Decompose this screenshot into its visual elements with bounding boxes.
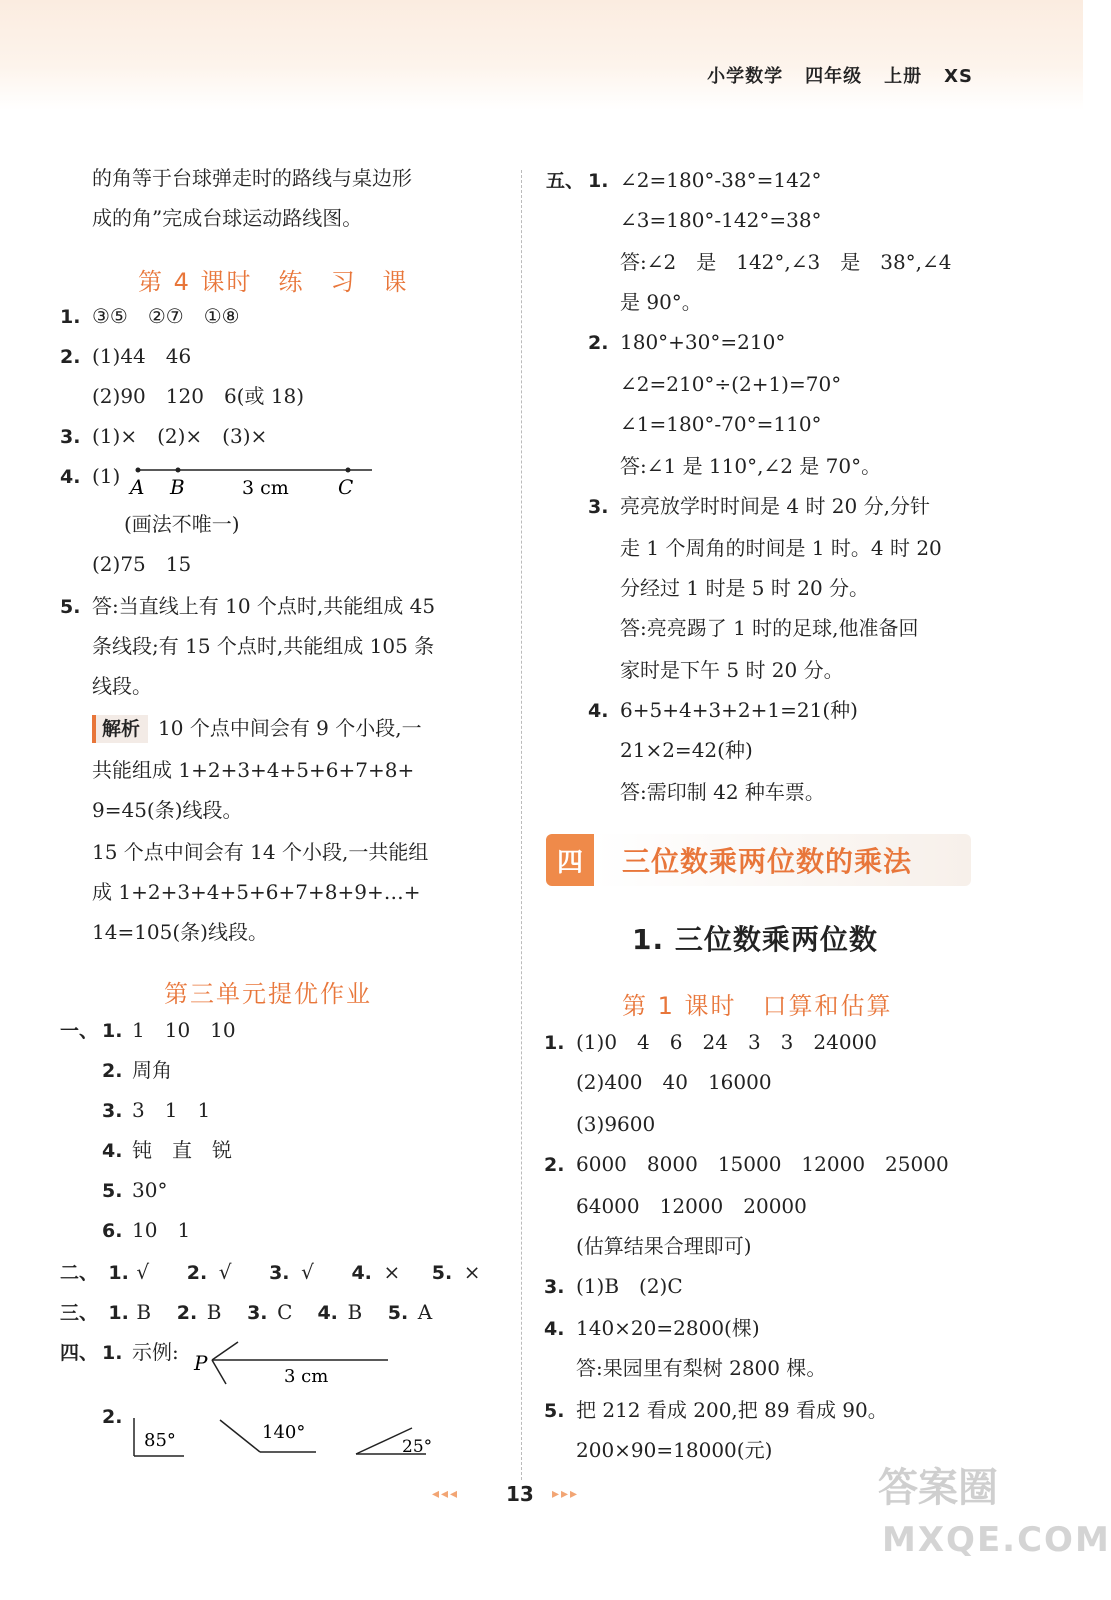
analysis-line-6: 14=105(条)线段。 [92, 920, 268, 944]
right-t4 [544, 1314, 760, 1343]
s2-num-3: 3. [269, 1262, 290, 1284]
s1-item-3-num: 3. [102, 1100, 123, 1122]
s3-ans-4: B [347, 1300, 363, 1324]
q5-line-2: 条线段;有 15 个点时,共能组成 105 条 [92, 634, 435, 658]
header-grade: 四年级 [805, 66, 863, 87]
watermark-domain: MXQE.COM [882, 1520, 1111, 1560]
left-q1 [60, 302, 240, 331]
s1-item-4: 钝 直 锐 [132, 1138, 232, 1162]
ray-arm-upper [212, 1342, 238, 1360]
lesson-1-title: 第 1 课时 口算和估算 [622, 992, 893, 1020]
q5-line-3: 线段。 [92, 674, 152, 698]
q1-answer: ③⑤ ②⑦ ①⑧ [92, 304, 240, 328]
right-t1 [544, 1028, 877, 1057]
left-q4 [60, 462, 120, 491]
lesson-4-title: 第 4 课时 练 习 课 [138, 268, 409, 296]
right-5-3 [588, 492, 930, 521]
q5-number: 5. [60, 596, 81, 618]
ray-point-p: P [194, 1351, 208, 1375]
next-page-arrows[interactable]: ▸▸▸ [552, 1486, 580, 1502]
t5-line-2: 200×90=18000(元) [576, 1438, 773, 1462]
s3-ans-3: C [277, 1300, 293, 1324]
s3-num-4: 4. [317, 1302, 338, 1324]
right-t3 [544, 1272, 683, 1301]
t5-line-1: 把 212 看成 200,把 89 看成 90。 [576, 1398, 888, 1422]
r3-line-4: 答:亮亮踢了 1 时的足球,他准备回 [620, 616, 919, 640]
right-5-1 [546, 166, 822, 195]
section-4-label: 四、 [60, 1342, 99, 1364]
t1-line-1: (1)0 4 6 24 3 3 24000 [576, 1030, 878, 1054]
s1-item-2-num: 2. [102, 1060, 123, 1082]
q4-number: 4. [60, 466, 81, 488]
ray-arm-lower [212, 1360, 226, 1384]
t4-line-2: 答:果园里有梨树 2800 棵。 [576, 1356, 827, 1380]
angle-140-arm [220, 1420, 260, 1452]
s3-ans-1: B [136, 1300, 152, 1324]
header-band [0, 0, 1083, 110]
s3-num-1: 1. [108, 1302, 129, 1324]
q3-answer: (1)× (2)× (3)× [92, 424, 268, 448]
intro-line-2: 成的角”完成台球运动路线图。 [92, 206, 363, 230]
s3-num-2: 2. [176, 1302, 198, 1324]
r2-number: 2. [588, 332, 609, 354]
right-5-2 [588, 328, 785, 357]
section-1-row-3 [102, 1096, 210, 1125]
t4-number: 4. [544, 1318, 565, 1340]
s2-ans-2: √ [218, 1260, 232, 1284]
angle-85-label: 85° [144, 1430, 176, 1451]
t1-line-3: (3)9600 [576, 1112, 656, 1136]
section-1-row-6 [102, 1216, 190, 1245]
s4-item-2-num: 2. [102, 1406, 123, 1428]
q4-note: (画法不唯一) [124, 512, 240, 536]
analysis-line-5: 成 1+2+3+4+5+6+7+8+9+…+ [92, 880, 421, 904]
unit-3-title: 第三单元提优作业 [164, 980, 372, 1008]
r1-number: 1. [588, 170, 609, 192]
r1-line-1: ∠2=180°-38°=142° [620, 168, 822, 192]
intro-line-1: 的角等于台球弹走时的路线与桌边形 [92, 166, 412, 190]
s4-item-1-text: 示例: [132, 1340, 179, 1364]
section-1-label: 一、 [60, 1020, 99, 1042]
s2-num-5: 5. [431, 1262, 453, 1284]
q4-line-diagram [128, 460, 378, 504]
unit-number: 四 [546, 834, 594, 886]
r2-line-1: 180°+30°=210° [620, 330, 786, 354]
header-subject: 小学数学 [707, 66, 784, 87]
t2-line-1: 6000 8000 15000 12000 25000 [576, 1152, 949, 1176]
unit-title: 三位数乘两位数的乘法 [594, 834, 971, 886]
section-1-row-4 [102, 1136, 232, 1165]
r4-line-2: 21×2=42(种) [620, 738, 753, 762]
label-b: B [170, 475, 185, 499]
analysis-tag: 解析 [92, 715, 148, 743]
analysis-line-2: 共能组成 1+2+3+4+5+6+7+8+ [92, 758, 415, 782]
right-5-4 [588, 696, 858, 725]
q5-line-1: 答:当直线上有 10 个点时,共能组成 45 [92, 594, 436, 618]
r1-line-2: ∠3=180°-142°=38° [620, 208, 822, 232]
s2-ans-5: × [463, 1260, 481, 1284]
section-5-label: 五、 [546, 170, 585, 192]
r2-line-2: ∠2=210°÷(2+1)=70° [620, 372, 842, 396]
r3-line-2: 走 1 个周角的时间是 1 时。4 时 20 [620, 536, 942, 560]
s1-item-5: 30° [132, 1178, 168, 1202]
s1-item-2: 周角 [132, 1058, 172, 1082]
q2-number: 2. [60, 346, 81, 368]
section-4-row-1 [60, 1338, 179, 1367]
q3-number: 3. [60, 426, 81, 448]
section-1-row-2 [102, 1056, 172, 1085]
r2-line-3: ∠1=180°-70°=110° [620, 412, 822, 436]
s1-item-1-num: 1. [102, 1020, 123, 1042]
analysis-text-1: 10 个点中间会有 9 个小段,一 [158, 716, 422, 740]
t3-number: 3. [544, 1276, 565, 1298]
t5-number: 5. [544, 1400, 565, 1422]
column-divider [521, 170, 522, 1480]
analysis-line-1 [92, 714, 422, 743]
q2-answer-a: (1)44 46 [92, 344, 192, 368]
point-a [136, 468, 141, 473]
s2-ans-3: √ [301, 1260, 314, 1284]
angle-25-label: 25° [402, 1437, 433, 1457]
t2-number: 2. [544, 1154, 565, 1176]
watermark-logo: 答案圈 [878, 1465, 998, 1511]
q4-answer-b: (2)75 15 [92, 552, 192, 576]
unit-banner [546, 834, 971, 886]
analysis-line-4: 15 个点中间会有 14 个小段,一共能组 [92, 840, 429, 864]
section-1-row-1 [60, 1016, 236, 1045]
angle-drawings [126, 1412, 446, 1462]
right-t5 [544, 1396, 888, 1425]
r4-line-3: 答:需印制 42 种车票。 [620, 780, 825, 804]
right-t2 [544, 1150, 949, 1179]
q1-number: 1. [60, 306, 81, 328]
t2-line-3: (估算结果合理即可) [576, 1234, 752, 1258]
r3-line-3: 分经过 1 时是 5 时 20 分。 [620, 576, 870, 600]
header-meta [685, 62, 973, 88]
section-1-row-5 [102, 1176, 167, 1205]
r4-line-1: 6+5+4+3+2+1=21(种) [620, 698, 858, 722]
s2-ans-1: √ [136, 1260, 150, 1284]
ray-length-label: 3 cm [284, 1366, 329, 1387]
s4-item-1-num: 1. [102, 1342, 123, 1364]
left-q5 [60, 592, 435, 621]
r1-line-3: 答:∠2 是 142°,∠3 是 38°,∠4 [620, 250, 952, 274]
s2-num-4: 4. [351, 1262, 372, 1284]
q2-answer-b: (2)90 120 6(或 18) [92, 384, 305, 408]
section-2-label: 二、 [60, 1262, 99, 1284]
header-volume: 上册 [884, 66, 923, 87]
s3-num-3: 3. [247, 1302, 268, 1324]
left-q3 [60, 422, 267, 451]
section-title: 1. 三位数乘两位数 [632, 923, 878, 956]
s1-item-5-num: 5. [102, 1180, 123, 1202]
angle-140-label: 140° [262, 1422, 306, 1443]
s1-item-3: 3 1 1 [132, 1098, 211, 1122]
section-2-row [60, 1258, 481, 1287]
s1-item-4-num: 4. [102, 1140, 123, 1162]
s2-num-2: 2. [186, 1262, 208, 1284]
page-number: 13 [506, 1482, 534, 1506]
r2-line-4: 答:∠1 是 110°,∠2 是 70°。 [620, 454, 882, 478]
r4-number: 4. [588, 700, 609, 722]
r3-line-5: 家时是下午 5 时 20 分。 [620, 658, 844, 682]
s1-item-6: 10 1 [132, 1218, 191, 1242]
analysis-line-3: 9=45(条)线段。 [92, 798, 243, 822]
r1-line-4: 是 90°。 [620, 290, 702, 314]
t2-line-2: 64000 12000 20000 [576, 1194, 807, 1218]
t1-line-2: (2)400 40 16000 [576, 1070, 772, 1094]
s2-num-1: 1. [108, 1262, 129, 1284]
prev-page-arrows[interactable]: ◂◂◂ [432, 1486, 460, 1502]
label-a: A [130, 475, 145, 499]
section-3-row [60, 1298, 432, 1327]
t3-line-1: (1)B (2)C [576, 1274, 683, 1298]
r3-number: 3. [588, 496, 609, 518]
point-c [346, 468, 351, 473]
header-edition: XS [944, 66, 973, 87]
point-b [176, 468, 181, 473]
left-q2 [60, 342, 191, 371]
ray-diagram [192, 1334, 392, 1388]
s2-ans-4: × [383, 1260, 401, 1284]
s3-ans-2: B [206, 1300, 222, 1324]
q4-prefix: (1) [92, 464, 121, 488]
t4-line-1: 140×20=2800(棵) [576, 1316, 760, 1340]
t1-number: 1. [544, 1032, 565, 1054]
label-length: 3 cm [242, 477, 289, 499]
s3-ans-5: A [417, 1300, 433, 1324]
label-c: C [338, 475, 354, 499]
section-3-label: 三、 [60, 1302, 99, 1324]
r3-line-1: 亮亮放学时时间是 4 时 20 分,分针 [620, 494, 930, 518]
s3-num-5: 5. [387, 1302, 409, 1324]
s1-item-1: 1 10 10 [132, 1018, 236, 1042]
s1-item-6-num: 6. [102, 1220, 123, 1242]
